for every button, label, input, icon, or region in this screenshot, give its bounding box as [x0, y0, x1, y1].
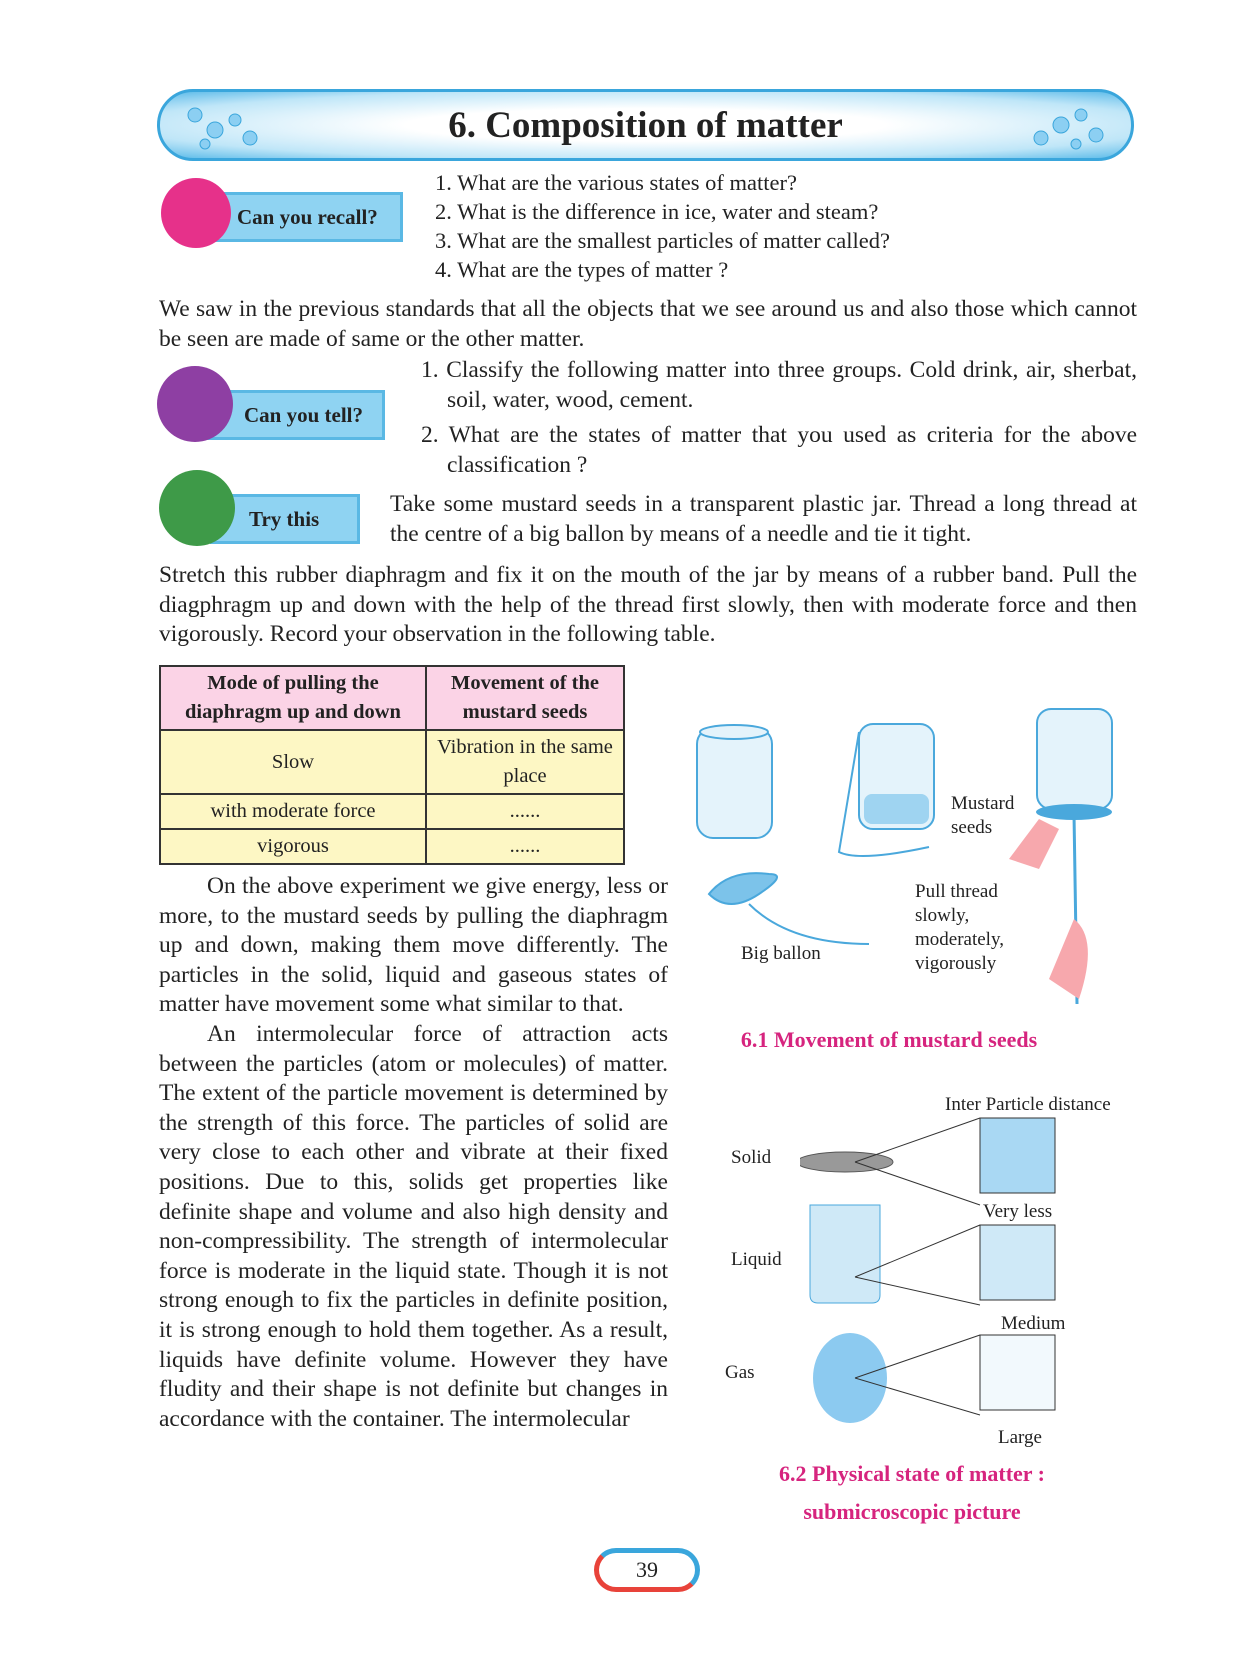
liquid-particles-box	[980, 1225, 1055, 1300]
tell-items	[421, 356, 1137, 480]
molecule-icon	[1021, 100, 1111, 154]
table-cell: ......	[426, 829, 624, 864]
distance-label: Large	[998, 1427, 1042, 1448]
table-header-row	[160, 666, 624, 730]
column-header: Movement of the mustard seeds	[426, 666, 624, 730]
page-number-text: 39	[636, 1557, 658, 1582]
figure-6-2-caption: submicroscopic picture	[803, 1499, 1021, 1524]
inter-particle-distance-label: Inter Particle distance	[945, 1094, 1111, 1115]
hand-icon	[1049, 919, 1088, 999]
procedure-paragraph: Stretch this rubber diaphragm and fix it on the mouth of the jar by means of a rubber band. Pull the diagphragm up and down with the help of the thread first slowly, then with moderate force and then vigorously. Record your observation in the following table.	[159, 562, 1137, 647]
balloon-icon	[709, 873, 777, 904]
body-text	[159, 872, 668, 1434]
try-text: Take some mustard seeds in a transparent plastic jar. Thread a long thread at the centre of a big ballon by means of a needle and tie it tight.	[390, 491, 1137, 547]
beaker-icon	[810, 1205, 880, 1303]
question: 4. What are the types of matter ?	[435, 257, 729, 282]
mustard-seeds-label: Mustard seeds	[951, 793, 1015, 838]
question: 2. What is the difference in ice, water and steam?	[435, 199, 879, 224]
state-label: Liquid	[731, 1249, 782, 1270]
table-row	[160, 794, 624, 829]
tell-item: 2. What are the states of matter that you used as criteria for the above classification ?	[421, 422, 1137, 478]
gas-particles-box	[980, 1335, 1055, 1410]
question: 3. What are the smallest particles of matter called?	[435, 228, 891, 253]
recall-questions	[435, 168, 890, 284]
table-row	[160, 829, 624, 864]
table-cell: ......	[426, 794, 624, 829]
inverted-jar-icon	[1037, 709, 1112, 809]
tell-item: 1. Classify the following matter into three groups. Cold drink, air, sherbat, soil, water, wood, cement.	[421, 357, 1137, 413]
girl-avatar-icon	[161, 178, 231, 248]
intro-paragraph: We saw in the previous standards that all the objects that we see around us and also those which cannot be seen are made of same or the other matter.	[159, 296, 1137, 352]
table-cell: with moderate force	[160, 794, 426, 829]
paragraph: On the above experiment we give energy, less or more, to the mustard seeds by pulling the diaphragm up and down, making them move differently. The particles in the solid, liquid and gaseous states of matter have movement some what similar to that.	[159, 873, 668, 1018]
column-header: Mode of pulling the diaphragm up and down	[160, 666, 426, 730]
boy-avatar-icon	[157, 366, 233, 442]
big-ballon-label: Big ballon	[741, 943, 821, 964]
observation-table	[159, 665, 625, 865]
paragraph: An intermolecular force of attraction acts between the particles (atom or molecules) of matter. The extent of the particle movement is determined by the strength of this force. The particles of solid are very close to each other and vibrate at their fixed positions. Due to this, solids get properties like definite shape and volume and also high density and non-compressibility. The strength of intermolecular force is moderate in the liquid state. Though it is not strong enough to fix the particles in definite position, it is strong enough to hold them together. As a result, liquids have definite volume. However they have fludity and their shape is not definite but changes in accordance with the container. The intermolecular	[159, 1020, 668, 1432]
table-row	[160, 730, 624, 794]
page-number	[594, 1548, 700, 1592]
pull-thread-label: Pull thread slowly, moderately, vigorously	[915, 881, 1004, 974]
badge-label: Can you recall?	[237, 204, 378, 229]
distance-label: Very less	[983, 1201, 1053, 1222]
table-cell: vigorous	[160, 829, 426, 864]
distance-label: Medium	[1001, 1313, 1066, 1334]
balloon-icon	[813, 1333, 887, 1423]
page-title: 6. Composition of matter	[448, 104, 843, 146]
badge-label: Can you tell?	[244, 402, 364, 427]
scientist-avatar-icon	[159, 470, 235, 546]
empty-jar-icon	[697, 728, 772, 838]
solid-disc-icon	[800, 1152, 893, 1172]
figure-6-1-caption: 6.1 Movement of mustard seeds	[740, 1027, 1038, 1052]
table-cell: Slow	[160, 730, 426, 794]
table-cell: Vibration in the same place	[426, 730, 624, 794]
chapter-banner	[157, 89, 1134, 161]
solid-particles-box	[980, 1118, 1055, 1193]
question: 1. What are the various states of matter?	[435, 170, 797, 195]
badge-label: Try this	[249, 506, 320, 531]
molecule-icon	[180, 100, 270, 154]
state-label: Solid	[731, 1147, 772, 1168]
figure-6-2-caption: 6.2 Physical state of matter :	[779, 1461, 1045, 1486]
states-of-matter-illustration	[800, 1115, 1070, 1435]
state-label: Gas	[725, 1362, 755, 1383]
